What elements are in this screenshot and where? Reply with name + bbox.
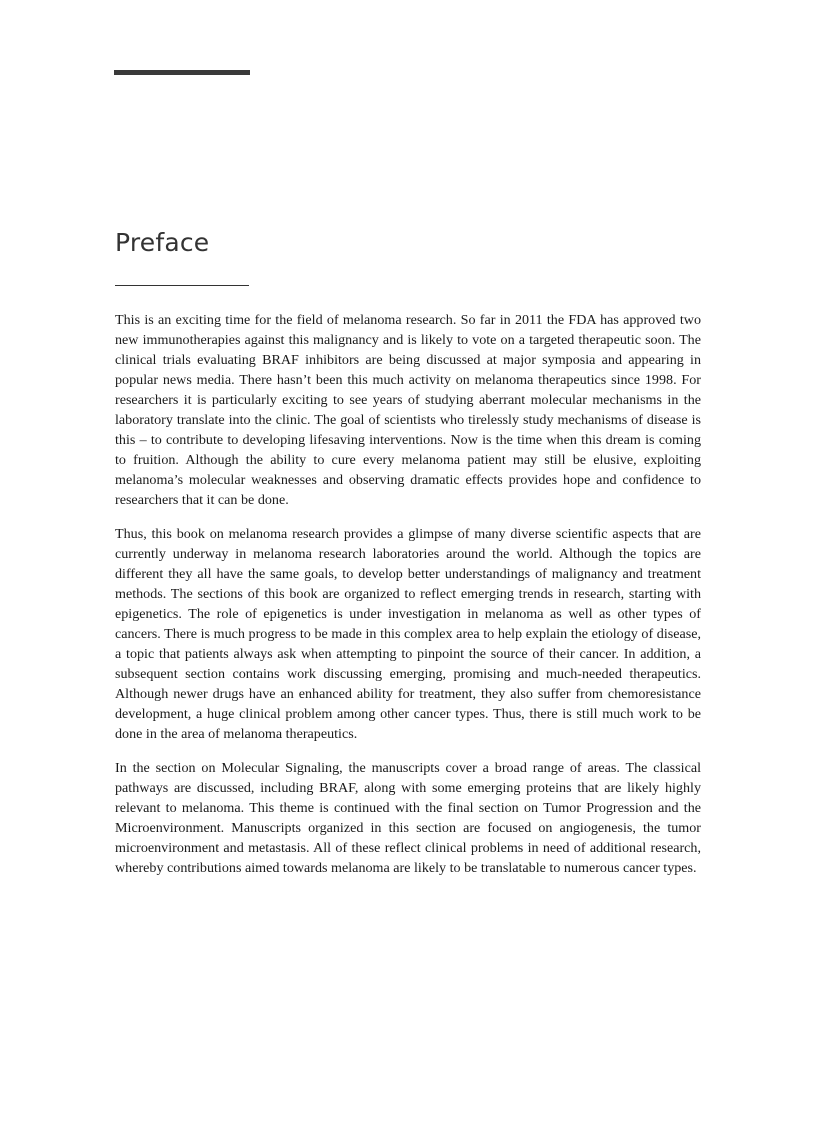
paragraph-3: In the section on Molecular Signaling, the manuscripts cover a broad range of areas. The classical pathways are discussed, including BRAF, along with some emerging proteins that are likely highly relevant to melanoma. This theme is continued with the final section on Tumor Progression and the Microenvironment. Manuscripts organized in this section are focused on angiogenesis, the tumor microenvironment and metastasis. All of these reflect clinical problems in need of additional research, whereby contributions aimed towards melanoma are likely to be translatable to numerous cancer types. bbox=[115, 760, 701, 876]
paragraph-1: This is an exciting time for the field of melanoma research. So far in 2011 the FDA has approved two new immunotherapies against this malignancy and is likely to vote on a targeted therapeutic soon. The clinical trials evaluating BRAF inhibitors are being discussed at major symposia and appearing in popular news media. There hasn’t been this much activity on melanoma therapeutics since 1998. For researchers it is particularly exciting to see years of studying aberrant molecular mechanisms in the laboratory translate into the clinic. The goal of scientists who tirelessly study mechanisms of disease is this – to contribute to developing lifesaving interventions. Now is the time when this dream is coming to fruition. Although the ability to cure every melanoma patient may still be elusive, exploiting melanoma’s molecular weaknesses and observing dramatic effects provides hope and confidence to researchers that it can be done. bbox=[115, 312, 701, 508]
paragraph-2: Thus, this book on melanoma research provides a glimpse of many diverse scientific aspects that are currently underway in melanoma research laboratories around the world. Although the topics are different they all have the same goals, to develop better understandings of malignancy and treatment methods. The sections of this book are organized to reflect emerging trends in research, starting with epigenetics. The role of epigenetics is under investigation in melanoma as well as other types of cancers. There is much progress to be made in this complex area to help explain the etiology of disease, a topic that patients always ask when attempting to pinpoint the source of their cancer. In addition, a subsequent section contains work discussing emerging, promising and much-needed therapeutics. Although newer drugs have an enhanced ability for treatment, they also suffer from chemoresistance development, a huge clinical problem among other cancer types. Thus, there is still much work to be done in the area of melanoma therapeutics. bbox=[115, 526, 701, 742]
title-underline bbox=[115, 285, 249, 286]
preface-body bbox=[115, 310, 701, 892]
top-decorative-bar bbox=[114, 70, 250, 75]
page-title: Preface bbox=[115, 228, 210, 257]
